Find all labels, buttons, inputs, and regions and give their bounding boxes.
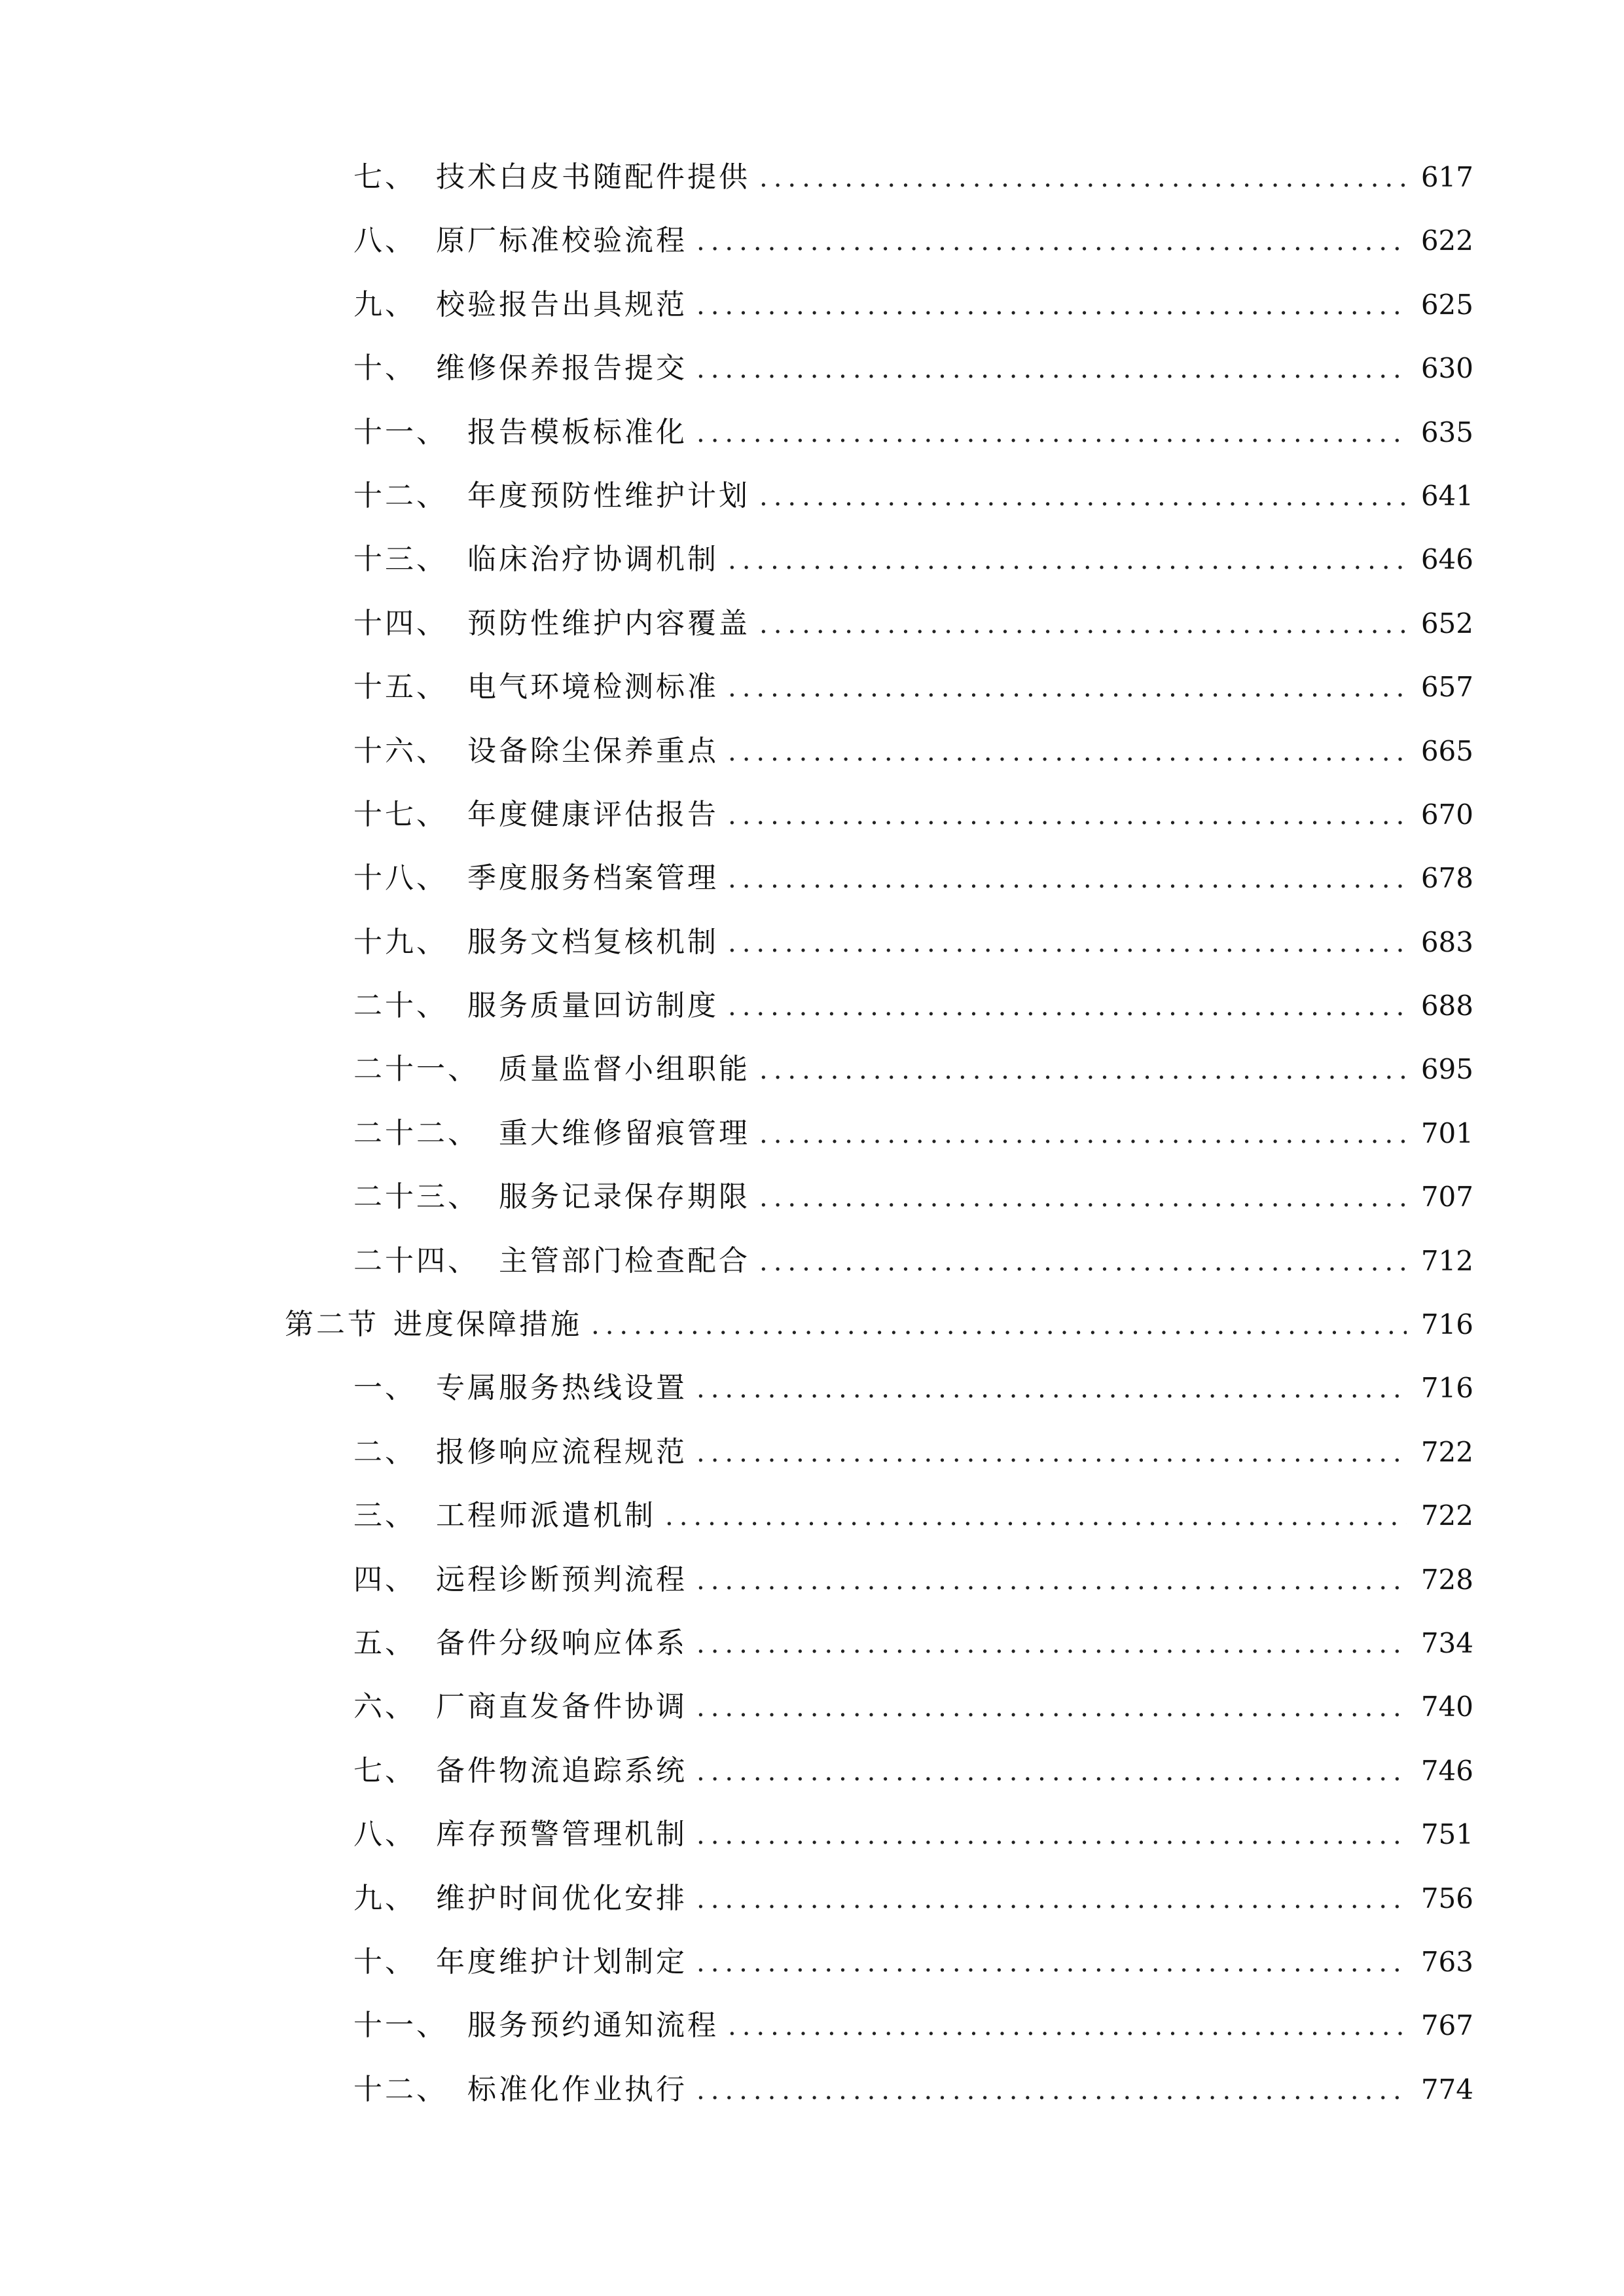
toc-entry-page-number: 746 bbox=[1420, 1754, 1473, 1787]
toc-section-entry[interactable] bbox=[0, 1293, 1624, 1356]
toc-entry-page-number: 716 bbox=[1420, 1308, 1473, 1341]
dot-leader bbox=[696, 1868, 1407, 1931]
toc-entry-page-number: 701 bbox=[1420, 1117, 1473, 1149]
toc-entry-number: 六、 bbox=[353, 1690, 416, 1724]
toc-entry-page-number: 657 bbox=[1420, 671, 1473, 704]
toc-entry[interactable] bbox=[0, 2058, 1624, 2121]
toc-entry-page-number: 774 bbox=[1420, 2073, 1473, 2106]
toc-entry-number: 二十三、 bbox=[353, 1180, 479, 1214]
toc-entry-page-number: 751 bbox=[1420, 1818, 1473, 1851]
toc-entry-title: 厂商直发备件协调 bbox=[436, 1690, 687, 1724]
dot-leader bbox=[759, 1166, 1407, 1230]
toc-entry-page-number: 617 bbox=[1420, 161, 1473, 193]
toc-entry[interactable] bbox=[0, 1867, 1624, 1930]
toc-entry-page-number: 722 bbox=[1420, 1435, 1473, 1468]
dot-leader bbox=[696, 1931, 1407, 1995]
toc-entry-title: 服务记录保存期限 bbox=[499, 1180, 750, 1214]
toc-entry[interactable] bbox=[0, 464, 1624, 528]
toc-entry[interactable] bbox=[0, 1611, 1624, 1675]
toc-entry-number: 三、 bbox=[353, 1499, 416, 1533]
toc-entry-number: 十八、 bbox=[353, 861, 448, 895]
dot-leader bbox=[696, 402, 1407, 465]
toc-entry-number: 七、 bbox=[353, 1753, 416, 1787]
toc-entry-title: 年度维护计划制定 bbox=[436, 1945, 687, 1979]
toc-entry-number: 五、 bbox=[353, 1626, 416, 1660]
toc-entry[interactable] bbox=[0, 592, 1624, 655]
toc-entry-number: 十五、 bbox=[353, 670, 448, 704]
toc-entry-page-number: 734 bbox=[1420, 1626, 1473, 1659]
toc-entry-title: 校验报告出具规范 bbox=[436, 287, 687, 321]
dot-leader bbox=[728, 721, 1407, 784]
dot-leader bbox=[696, 1422, 1407, 1485]
toc-entry-page-number: 688 bbox=[1420, 990, 1473, 1022]
toc-entry-number: 四、 bbox=[353, 1562, 416, 1596]
dot-leader bbox=[696, 2059, 1407, 2123]
toc-entry-title: 库存预警管理机制 bbox=[436, 1818, 687, 1852]
dot-leader bbox=[728, 529, 1407, 592]
toc-entry-number: 八、 bbox=[353, 224, 416, 258]
toc-entry-title: 季度服务档案管理 bbox=[467, 861, 719, 895]
toc-entry-page-number: 622 bbox=[1420, 224, 1473, 257]
dot-leader bbox=[759, 1230, 1407, 1294]
toc-entry-title: 标准化作业执行 bbox=[467, 2072, 687, 2106]
toc-entry-number: 二十一、 bbox=[353, 1052, 479, 1086]
dot-leader bbox=[728, 975, 1407, 1039]
toc-entry-page-number: 641 bbox=[1420, 479, 1473, 512]
toc-entry-number: 二十、 bbox=[353, 989, 448, 1023]
toc-entry[interactable] bbox=[0, 1420, 1624, 1484]
toc-entry-number: 二十二、 bbox=[353, 1116, 479, 1150]
toc-entry-title: 设备除尘保养重点 bbox=[467, 734, 719, 768]
toc-entry[interactable] bbox=[0, 1930, 1624, 1994]
toc-entry-page-number: 712 bbox=[1420, 1244, 1473, 1277]
toc-entry[interactable] bbox=[0, 1675, 1624, 1738]
toc-entry-page-number: 767 bbox=[1420, 2009, 1473, 2042]
dot-leader bbox=[759, 1039, 1407, 1102]
toc-entry-page-number: 722 bbox=[1420, 1499, 1473, 1532]
toc-entry-title: 维护时间优化安排 bbox=[436, 1881, 687, 1915]
toc-entry-page-number: 635 bbox=[1420, 416, 1473, 448]
toc-entry[interactable] bbox=[0, 1102, 1624, 1165]
toc-entry[interactable] bbox=[0, 1803, 1624, 1866]
toc-entry[interactable] bbox=[0, 1739, 1624, 1803]
toc-entry-number: 十一、 bbox=[353, 2009, 448, 2043]
toc-entry[interactable] bbox=[0, 719, 1624, 783]
toc-entry-title: 年度健康评估报告 bbox=[467, 797, 719, 831]
dot-leader bbox=[696, 1613, 1407, 1676]
toc-entry-title: 工程师派遣机制 bbox=[436, 1499, 656, 1533]
toc-entry-title: 质量监督小组职能 bbox=[499, 1052, 750, 1086]
toc-section-number: 第二节 bbox=[285, 1308, 379, 1342]
toc-entry[interactable] bbox=[0, 974, 1624, 1037]
toc-entry-number: 十六、 bbox=[353, 734, 448, 768]
toc-entry-number: 二十四、 bbox=[353, 1244, 479, 1278]
toc-entry-title: 电气环境检测标准 bbox=[467, 670, 719, 704]
toc-entry-title: 专属服务热线设置 bbox=[436, 1371, 687, 1405]
dot-leader bbox=[759, 593, 1407, 656]
toc-entry[interactable] bbox=[0, 1165, 1624, 1229]
toc-entry-page-number: 625 bbox=[1420, 288, 1473, 321]
toc-entry[interactable] bbox=[0, 910, 1624, 974]
toc-entry-number: 十九、 bbox=[353, 925, 448, 959]
toc-entry-page-number: 756 bbox=[1420, 1882, 1473, 1914]
toc-entry-number: 八、 bbox=[353, 1818, 416, 1852]
dot-leader bbox=[696, 1804, 1407, 1867]
toc-entry-page-number: 763 bbox=[1420, 1945, 1473, 1978]
toc-entry-page-number: 670 bbox=[1420, 798, 1473, 831]
toc-entry-page-number: 728 bbox=[1420, 1563, 1473, 1596]
dot-leader bbox=[696, 274, 1407, 338]
toc-entry-title: 报告模板标准化 bbox=[467, 415, 687, 449]
dot-leader bbox=[696, 210, 1407, 274]
toc-entry[interactable] bbox=[0, 1484, 1624, 1547]
toc-entry[interactable] bbox=[0, 1037, 1624, 1101]
toc-entry-title: 服务文档复核机制 bbox=[467, 925, 719, 959]
toc-section-title: 进度保障措施 bbox=[393, 1308, 582, 1342]
toc-entry-page-number: 652 bbox=[1420, 607, 1473, 639]
toc-entry[interactable] bbox=[0, 336, 1624, 400]
toc-entry-number: 九、 bbox=[353, 1881, 416, 1915]
toc-entry-title: 技术白皮书随配件提供 bbox=[436, 160, 750, 194]
toc-entry[interactable] bbox=[0, 273, 1624, 336]
toc-entry-number: 二、 bbox=[353, 1435, 416, 1469]
toc-entry-title: 临床治疗协调机制 bbox=[467, 543, 719, 577]
toc-entry-title: 主管部门检查配合 bbox=[499, 1244, 750, 1278]
toc-entry-title: 预防性维护内容覆盖 bbox=[467, 606, 750, 640]
toc-entry-title: 远程诊断预判流程 bbox=[436, 1562, 687, 1596]
dot-leader bbox=[759, 147, 1407, 210]
dot-leader bbox=[696, 1357, 1407, 1421]
toc-entry-title: 备件物流追踪系统 bbox=[436, 1753, 687, 1787]
toc-entry-title: 维修保养报告提交 bbox=[436, 351, 687, 386]
toc-entry-number: 九、 bbox=[353, 287, 416, 321]
toc-entry-number: 十四、 bbox=[353, 606, 448, 640]
toc-entry[interactable] bbox=[0, 401, 1624, 464]
toc-entry-title: 年度预防性维护计划 bbox=[467, 478, 750, 512]
toc-entry-page-number: 695 bbox=[1420, 1053, 1473, 1086]
toc-entry-page-number: 683 bbox=[1420, 925, 1473, 958]
toc-entry-number: 十、 bbox=[353, 351, 416, 386]
dot-leader bbox=[728, 784, 1407, 848]
toc-entry-number: 十一、 bbox=[353, 415, 448, 449]
dot-leader bbox=[728, 912, 1407, 975]
dot-leader bbox=[696, 1740, 1407, 1804]
toc-entry-number: 七、 bbox=[353, 160, 416, 194]
dot-leader bbox=[728, 1995, 1407, 2058]
toc-entry-page-number: 716 bbox=[1420, 1372, 1473, 1405]
toc-entry-page-number: 678 bbox=[1420, 862, 1473, 895]
toc-entry[interactable] bbox=[0, 1994, 1624, 2057]
toc-entry-number: 十二、 bbox=[353, 478, 448, 512]
dot-leader bbox=[696, 338, 1407, 401]
toc-entry-number: 十、 bbox=[353, 1945, 416, 1979]
toc-entry-number: 十七、 bbox=[353, 797, 448, 831]
dot-leader bbox=[759, 465, 1407, 529]
toc-entry[interactable] bbox=[0, 145, 1624, 209]
toc-entry-title: 重大维修留痕管理 bbox=[499, 1116, 750, 1150]
toc-entry[interactable] bbox=[0, 1356, 1624, 1420]
toc-entry[interactable] bbox=[0, 655, 1624, 719]
toc-entry[interactable] bbox=[0, 1229, 1624, 1293]
toc-entry-title: 备件分级响应体系 bbox=[436, 1626, 687, 1660]
toc-entry[interactable] bbox=[0, 846, 1624, 910]
dot-leader bbox=[728, 656, 1407, 720]
toc-entry-number: 一、 bbox=[353, 1371, 416, 1405]
dot-leader bbox=[759, 1103, 1407, 1166]
toc-entry[interactable] bbox=[0, 783, 1624, 846]
table-of-contents bbox=[0, 145, 1624, 2121]
toc-entry-page-number: 707 bbox=[1420, 1181, 1473, 1213]
toc-entry-page-number: 740 bbox=[1420, 1691, 1473, 1723]
dot-leader bbox=[591, 1294, 1407, 1357]
toc-entry-page-number: 630 bbox=[1420, 352, 1473, 385]
toc-entry[interactable] bbox=[0, 1548, 1624, 1611]
toc-entry[interactable] bbox=[0, 528, 1624, 591]
toc-entry-page-number: 646 bbox=[1420, 543, 1473, 576]
toc-entry-title: 报修响应流程规范 bbox=[436, 1435, 687, 1469]
toc-entry-title: 原厂标准校验流程 bbox=[436, 224, 687, 258]
toc-entry-page-number: 665 bbox=[1420, 734, 1473, 767]
toc-entry-title: 服务预约通知流程 bbox=[467, 2009, 719, 2043]
dot-leader bbox=[696, 1549, 1407, 1613]
toc-entry-title: 服务质量回访制度 bbox=[467, 989, 719, 1023]
dot-leader bbox=[665, 1485, 1407, 1549]
dot-leader bbox=[696, 1676, 1407, 1740]
toc-entry-number: 十二、 bbox=[353, 2072, 448, 2106]
dot-leader bbox=[728, 848, 1407, 911]
toc-entry[interactable] bbox=[0, 209, 1624, 272]
toc-entry-number: 十三、 bbox=[353, 543, 448, 577]
